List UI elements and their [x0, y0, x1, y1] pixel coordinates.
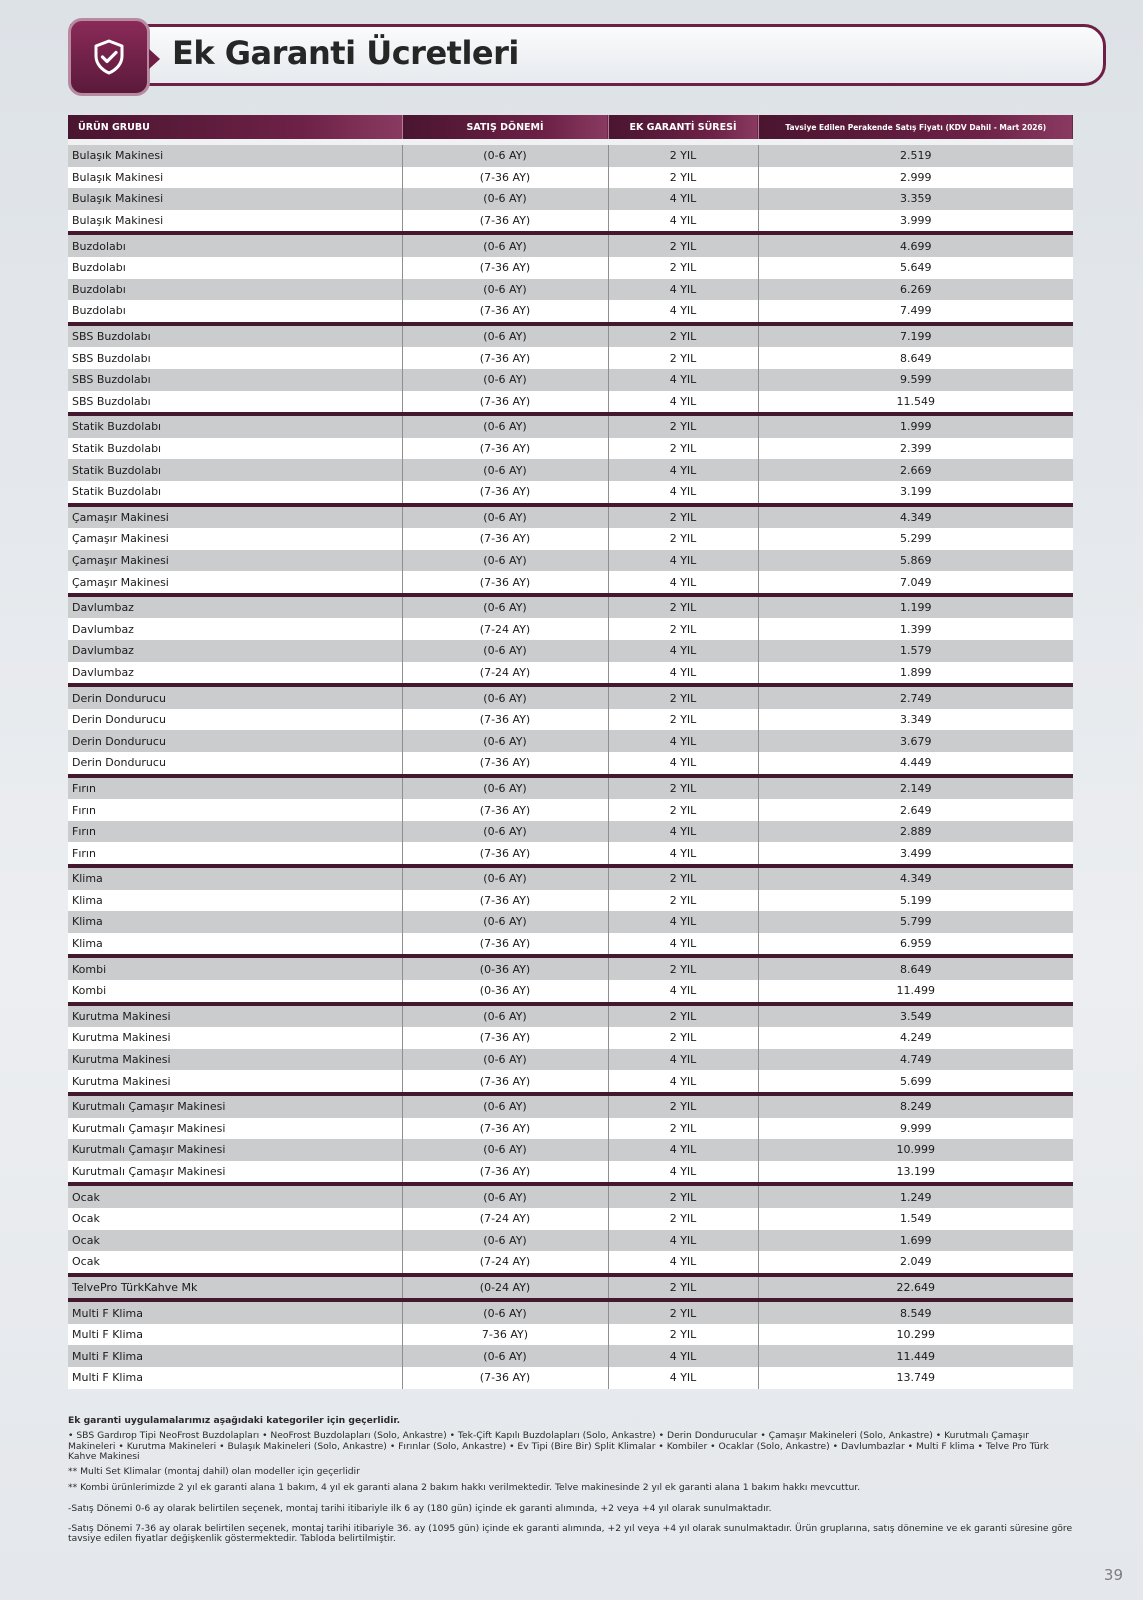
cell-product: Davlumbaz — [68, 595, 402, 619]
cell-sales-period: (0-6 AY) — [402, 324, 608, 348]
cell-price: 2.519 — [758, 142, 1073, 167]
table-row — [68, 528, 1073, 550]
cell-product: Kurutmalı Çamaşır Makinesi — [68, 1161, 402, 1185]
cell-warranty-duration: 4 YIL — [608, 911, 758, 933]
table-row — [68, 1275, 1073, 1301]
cell-sales-period: (0-6 AY) — [402, 1300, 608, 1324]
cell-sales-period: (0-6 AY) — [402, 233, 608, 257]
cell-price: 3.349 — [758, 709, 1073, 731]
cell-product: Davlumbaz — [68, 618, 402, 640]
cell-sales-period: (0-6 AY) — [402, 911, 608, 933]
cell-product: Buzdolabı — [68, 279, 402, 301]
cell-product: Klima — [68, 911, 402, 933]
table-row — [68, 685, 1073, 709]
cell-sales-period: (0-6 AY) — [402, 459, 608, 481]
table-row — [68, 1004, 1073, 1028]
cell-sales-period: (7-36 AY) — [402, 300, 608, 324]
cell-warranty-duration: 4 YIL — [608, 1230, 758, 1252]
cell-sales-period: (7-36 AY) — [402, 528, 608, 550]
cell-product: Buzdolabı — [68, 233, 402, 257]
footnote-period-7-36: -Satış Dönemi 7-36 ay olarak belirtilen seçenek, montaj tarihi itibariyle 36. ay (1095 gün) içinde ek garanti alımında, +2 yıl veya +4 yıl olarak sunulmaktadır. Ürün gruplarına, satış dönemine ve ek garanti süresine göre tavsiye edilen fiyatlar değişkenlik göstermektedir. Tabloda belirtilmiştir. — [68, 1523, 1073, 1545]
table-row — [68, 459, 1073, 481]
cell-price: 3.199 — [758, 481, 1073, 505]
cell-product: Çamaşır Makinesi — [68, 528, 402, 550]
table-row — [68, 980, 1073, 1004]
cell-sales-period: (7-36 AY) — [402, 347, 608, 369]
cell-price: 3.679 — [758, 730, 1073, 752]
cell-sales-period: (0-6 AY) — [402, 685, 608, 709]
cell-warranty-duration: 2 YIL — [608, 324, 758, 348]
cell-warranty-duration: 4 YIL — [608, 481, 758, 505]
cell-warranty-duration: 2 YIL — [608, 414, 758, 438]
cell-sales-period: (7-36 AY) — [402, 481, 608, 505]
cell-sales-period: (0-6 AY) — [402, 188, 608, 210]
cell-warranty-duration: 2 YIL — [608, 618, 758, 640]
cell-product: Derin Dondurucu — [68, 752, 402, 776]
cell-product: Çamaşır Makinesi — [68, 550, 402, 572]
page-title: Ek Garanti Ücretleri — [172, 34, 519, 72]
cell-sales-period: (7-36 AY) — [402, 933, 608, 957]
table-row — [68, 210, 1073, 234]
cell-warranty-duration: 2 YIL — [608, 1208, 758, 1230]
cell-product: Kurutma Makinesi — [68, 1070, 402, 1094]
cell-warranty-duration: 2 YIL — [608, 890, 758, 912]
cell-product: Statik Buzdolabı — [68, 414, 402, 438]
table-row — [68, 391, 1073, 415]
cell-product: Statik Buzdolabı — [68, 481, 402, 505]
cell-product: Bulaşık Makinesi — [68, 188, 402, 210]
cell-product: Bulaşık Makinesi — [68, 142, 402, 167]
cell-price: 5.869 — [758, 550, 1073, 572]
footnote-heading: Ek garanti uygulamalarımız aşağıdaki kategoriler için geçerlidir. — [68, 1415, 401, 1426]
cell-warranty-duration: 2 YIL — [608, 709, 758, 731]
cell-sales-period: (7-36 AY) — [402, 1161, 608, 1185]
cell-sales-period: (0-6 AY) — [402, 1094, 608, 1118]
cell-price: 3.359 — [758, 188, 1073, 210]
cell-product: Çamaşır Makinesi — [68, 505, 402, 529]
footnote-categories: • SBS Gardırop Tipi NeoFrost Buzdolapları • NeoFrost Buzdolapları (Solo, Ankastre) • Tek-Çift Kapılı Buzdolapları (Solo, Ankastre) • Derin Dondurucular • Çamaşır Makineleri (Solo, Ankastre) • Kurutmalı Çamaşır Makineleri • Kurutma Makineleri • Bulaşık Makineleri (Solo, Ankastre) • Fırınlar (Solo, Ankastre) • Ev Tipi (Bire Bir) Split Klimalar • Kombiler • Ocaklar (Solo, Ankastre) • Davlumbazlar • Multi F klima • Telve Pro Türk Kahve Makinesi — [68, 1430, 1049, 1462]
cell-product: Fırın — [68, 776, 402, 800]
table-row — [68, 890, 1073, 912]
cell-price: 9.599 — [758, 369, 1073, 391]
cell-product: Multi F Klima — [68, 1345, 402, 1367]
cell-price: 2.999 — [758, 167, 1073, 189]
cell-warranty-duration: 4 YIL — [608, 662, 758, 686]
cell-price: 6.269 — [758, 279, 1073, 301]
cell-warranty-duration: 2 YIL — [608, 1300, 758, 1324]
cell-sales-period: (7-36 AY) — [402, 709, 608, 731]
cell-warranty-duration: 2 YIL — [608, 1094, 758, 1118]
cell-product: SBS Buzdolabı — [68, 347, 402, 369]
table-row — [68, 1139, 1073, 1161]
table-row — [68, 188, 1073, 210]
cell-warranty-duration: 2 YIL — [608, 1275, 758, 1301]
cell-warranty-duration: 4 YIL — [608, 980, 758, 1004]
table-row — [68, 618, 1073, 640]
cell-sales-period: (7-36 AY) — [402, 890, 608, 912]
table-row — [68, 866, 1073, 890]
cell-price: 2.669 — [758, 459, 1073, 481]
table-row — [68, 1094, 1073, 1118]
table-row — [68, 1184, 1073, 1208]
cell-product: Statik Buzdolabı — [68, 438, 402, 460]
cell-product: Statik Buzdolabı — [68, 459, 402, 481]
cell-warranty-duration: 4 YIL — [608, 640, 758, 662]
cell-warranty-duration: 2 YIL — [608, 1184, 758, 1208]
cell-warranty-duration: 2 YIL — [608, 1004, 758, 1028]
cell-price: 7.199 — [758, 324, 1073, 348]
cell-price: 1.699 — [758, 1230, 1073, 1252]
cell-sales-period: (0-6 AY) — [402, 776, 608, 800]
cell-price: 11.499 — [758, 980, 1073, 1004]
cell-sales-period: (7-36 AY) — [402, 257, 608, 279]
cell-product: SBS Buzdolabı — [68, 324, 402, 348]
cell-sales-period: (0-6 AY) — [402, 821, 608, 843]
table-row — [68, 369, 1073, 391]
table-row — [68, 324, 1073, 348]
table-row — [68, 142, 1073, 167]
cell-sales-period: (0-6 AY) — [402, 1004, 608, 1028]
cell-sales-period: (7-36 AY) — [402, 167, 608, 189]
cell-warranty-duration: 4 YIL — [608, 571, 758, 595]
table-row — [68, 1161, 1073, 1185]
cell-product: Ocak — [68, 1184, 402, 1208]
column-header-period: SATIŞ DÖNEMİ — [402, 115, 608, 142]
cell-warranty-duration: 2 YIL — [608, 438, 758, 460]
cell-warranty-duration: 4 YIL — [608, 933, 758, 957]
table-row — [68, 1324, 1073, 1346]
footnote-period-0-6: -Satış Dönemi 0-6 ay olarak belirtilen seçenek, montaj tarihi itibariyle ilk 6 ay (180 gün) içinde ek garanti alımında, +2 veya +4 yıl olarak sunulmaktadır. — [68, 1502, 772, 1514]
cell-sales-period: (7-36 AY) — [402, 1027, 608, 1049]
table-row — [68, 956, 1073, 980]
cell-warranty-duration: 4 YIL — [608, 1161, 758, 1185]
cell-warranty-duration: 2 YIL — [608, 505, 758, 529]
table-header-row — [68, 115, 1073, 142]
cell-warranty-duration: 4 YIL — [608, 369, 758, 391]
cell-price: 11.549 — [758, 391, 1073, 415]
cell-sales-period: (7-24 AY) — [402, 662, 608, 686]
cell-sales-period: (0-6 AY) — [402, 1230, 608, 1252]
cell-price: 3.999 — [758, 210, 1073, 234]
cell-warranty-duration: 4 YIL — [608, 391, 758, 415]
cell-price: 8.549 — [758, 1300, 1073, 1324]
footnotes — [68, 1416, 1078, 1552]
column-header-duration: EK GARANTİ SÜRESİ — [608, 115, 758, 142]
cell-product: Derin Dondurucu — [68, 685, 402, 709]
cell-sales-period: (0-6 AY) — [402, 1184, 608, 1208]
table-row — [68, 257, 1073, 279]
cell-warranty-duration: 4 YIL — [608, 300, 758, 324]
cell-price: 10.299 — [758, 1324, 1073, 1346]
cell-price: 8.249 — [758, 1094, 1073, 1118]
cell-price: 9.999 — [758, 1118, 1073, 1140]
cell-sales-period: (0-6 AY) — [402, 730, 608, 752]
cell-price: 2.889 — [758, 821, 1073, 843]
cell-price: 1.249 — [758, 1184, 1073, 1208]
cell-product: Klima — [68, 890, 402, 912]
cell-warranty-duration: 2 YIL — [608, 595, 758, 619]
cell-sales-period: (0-6 AY) — [402, 1049, 608, 1071]
cell-product: Ocak — [68, 1230, 402, 1252]
cell-warranty-duration: 2 YIL — [608, 956, 758, 980]
cell-product: SBS Buzdolabı — [68, 369, 402, 391]
table-row — [68, 933, 1073, 957]
cell-price: 2.749 — [758, 685, 1073, 709]
table-row — [68, 842, 1073, 866]
cell-price: 3.549 — [758, 1004, 1073, 1028]
cell-product: Davlumbaz — [68, 662, 402, 686]
cell-warranty-duration: 4 YIL — [608, 821, 758, 843]
cell-product: Multi F Klima — [68, 1300, 402, 1324]
cell-warranty-duration: 2 YIL — [608, 1118, 758, 1140]
cell-product: Derin Dondurucu — [68, 709, 402, 731]
table-row — [68, 1208, 1073, 1230]
table-row — [68, 438, 1073, 460]
cell-price: 1.199 — [758, 595, 1073, 619]
table-row — [68, 799, 1073, 821]
cell-sales-period: (7-36 AY) — [402, 752, 608, 776]
cell-sales-period: (0-6 AY) — [402, 414, 608, 438]
cell-price: 1.399 — [758, 618, 1073, 640]
table-row — [68, 279, 1073, 301]
cell-sales-period: 7-36 AY) — [402, 1324, 608, 1346]
cell-product: Kurutmalı Çamaşır Makinesi — [68, 1094, 402, 1118]
cell-sales-period: (7-36 AY) — [402, 799, 608, 821]
cell-product: Çamaşır Makinesi — [68, 571, 402, 595]
cell-price: 4.699 — [758, 233, 1073, 257]
cell-warranty-duration: 2 YIL — [608, 1027, 758, 1049]
cell-sales-period: (0-6 AY) — [402, 505, 608, 529]
cell-warranty-duration: 4 YIL — [608, 1345, 758, 1367]
table-row — [68, 1300, 1073, 1324]
cell-sales-period: (0-36 AY) — [402, 980, 608, 1004]
table-row — [68, 1049, 1073, 1071]
cell-warranty-duration: 4 YIL — [608, 279, 758, 301]
cell-price: 1.999 — [758, 414, 1073, 438]
cell-product: Kurutmalı Çamaşır Makinesi — [68, 1118, 402, 1140]
table-row — [68, 730, 1073, 752]
cell-sales-period: (0-6 AY) — [402, 279, 608, 301]
cell-warranty-duration: 2 YIL — [608, 799, 758, 821]
cell-warranty-duration: 2 YIL — [608, 685, 758, 709]
cell-price: 2.049 — [758, 1251, 1073, 1275]
cell-sales-period: (7-24 AY) — [402, 618, 608, 640]
cell-price: 22.649 — [758, 1275, 1073, 1301]
cell-price: 4.249 — [758, 1027, 1073, 1049]
column-header-product: ÜRÜN GRUBU — [68, 115, 402, 142]
cell-product: Derin Dondurucu — [68, 730, 402, 752]
cell-price: 2.649 — [758, 799, 1073, 821]
table-row — [68, 1070, 1073, 1094]
cell-sales-period: (7-36 AY) — [402, 1367, 608, 1389]
cell-product: Kurutma Makinesi — [68, 1049, 402, 1071]
cell-price: 5.799 — [758, 911, 1073, 933]
table-row — [68, 1027, 1073, 1049]
cell-price: 4.349 — [758, 505, 1073, 529]
cell-warranty-duration: 4 YIL — [608, 730, 758, 752]
cell-warranty-duration: 4 YIL — [608, 1139, 758, 1161]
cell-price: 7.499 — [758, 300, 1073, 324]
cell-price: 8.649 — [758, 956, 1073, 980]
cell-warranty-duration: 2 YIL — [608, 776, 758, 800]
cell-warranty-duration: 4 YIL — [608, 459, 758, 481]
cell-price: 5.299 — [758, 528, 1073, 550]
cell-sales-period: (0-6 AY) — [402, 640, 608, 662]
table-row — [68, 662, 1073, 686]
cell-price: 1.579 — [758, 640, 1073, 662]
cell-sales-period: (0-36 AY) — [402, 956, 608, 980]
table-row — [68, 414, 1073, 438]
cell-price: 5.699 — [758, 1070, 1073, 1094]
cell-product: Multi F Klima — [68, 1367, 402, 1389]
cell-sales-period: (7-36 AY) — [402, 210, 608, 234]
cell-product: Kurutma Makinesi — [68, 1004, 402, 1028]
cell-warranty-duration: 4 YIL — [608, 1251, 758, 1275]
cell-price: 11.449 — [758, 1345, 1073, 1367]
cell-product: Kombi — [68, 980, 402, 1004]
cell-sales-period: (0-6 AY) — [402, 550, 608, 572]
cell-product: Buzdolabı — [68, 300, 402, 324]
cell-sales-period: (0-6 AY) — [402, 1139, 608, 1161]
cell-sales-period: (0-6 AY) — [402, 595, 608, 619]
cell-sales-period: (0-6 AY) — [402, 142, 608, 167]
cell-product: SBS Buzdolabı — [68, 391, 402, 415]
cell-product: Bulaşık Makinesi — [68, 167, 402, 189]
table-row — [68, 347, 1073, 369]
cell-warranty-duration: 2 YIL — [608, 257, 758, 279]
cell-warranty-duration: 2 YIL — [608, 866, 758, 890]
table-row — [68, 1367, 1073, 1389]
table-row — [68, 167, 1073, 189]
cell-product: Multi F Klima — [68, 1324, 402, 1346]
cell-product: Ocak — [68, 1208, 402, 1230]
table-body — [68, 142, 1073, 1389]
cell-product: Bulaşık Makinesi — [68, 210, 402, 234]
cell-warranty-duration: 2 YIL — [608, 142, 758, 167]
table-row — [68, 1251, 1073, 1275]
cell-warranty-duration: 4 YIL — [608, 1070, 758, 1094]
cell-warranty-duration: 4 YIL — [608, 1367, 758, 1389]
table-row — [68, 300, 1073, 324]
table-row — [68, 1345, 1073, 1367]
cell-price: 13.199 — [758, 1161, 1073, 1185]
cell-product: Fırın — [68, 842, 402, 866]
cell-price: 4.749 — [758, 1049, 1073, 1071]
cell-warranty-duration: 2 YIL — [608, 167, 758, 189]
footnote-kombi: ** Kombi ürünlerimizde 2 yıl ek garanti alana 1 bakım, 4 yıl ek garanti alana 2 bakım hakkı verilmektedir. Telve makinesinde 2 yıl ek garanti alana 1 bakım hakkı mevcuttur. — [68, 1482, 861, 1494]
cell-sales-period: (7-36 AY) — [402, 571, 608, 595]
cell-sales-period: (7-36 AY) — [402, 842, 608, 866]
header-banner — [70, 20, 1106, 92]
cell-warranty-duration: 4 YIL — [608, 1049, 758, 1071]
cell-sales-period: (7-36 AY) — [402, 438, 608, 460]
table-row — [68, 571, 1073, 595]
shield-check-icon — [89, 37, 129, 77]
cell-price: 4.449 — [758, 752, 1073, 776]
page-number: 39 — [1103, 1566, 1123, 1584]
cell-sales-period: (7-36 AY) — [402, 391, 608, 415]
cell-warranty-duration: 2 YIL — [608, 347, 758, 369]
cell-sales-period: (7-24 AY) — [402, 1251, 608, 1275]
cell-product: Klima — [68, 866, 402, 890]
cell-price: 6.959 — [758, 933, 1073, 957]
table-row — [68, 481, 1073, 505]
table-row — [68, 505, 1073, 529]
table-row — [68, 595, 1073, 619]
table-row — [68, 752, 1073, 776]
cell-product: Fırın — [68, 799, 402, 821]
shield-badge — [68, 18, 150, 96]
cell-price: 2.399 — [758, 438, 1073, 460]
footnote-multi-set: ** Multi Set Klimalar (montaj dahil) olan modeller için geçerlidir — [68, 1466, 360, 1478]
cell-warranty-duration: 2 YIL — [608, 1324, 758, 1346]
cell-product: Kurutma Makinesi — [68, 1027, 402, 1049]
cell-warranty-duration: 4 YIL — [608, 842, 758, 866]
cell-sales-period: (7-36 AY) — [402, 1070, 608, 1094]
table-row — [68, 1230, 1073, 1252]
cell-product: Kombi — [68, 956, 402, 980]
cell-price: 5.649 — [758, 257, 1073, 279]
cell-warranty-duration: 4 YIL — [608, 752, 758, 776]
cell-price: 8.649 — [758, 347, 1073, 369]
table-row — [68, 550, 1073, 572]
cell-product: Kurutmalı Çamaşır Makinesi — [68, 1139, 402, 1161]
cell-price: 4.349 — [758, 866, 1073, 890]
table-row — [68, 821, 1073, 843]
table-row — [68, 709, 1073, 731]
cell-price: 10.999 — [758, 1139, 1073, 1161]
cell-product: Fırın — [68, 821, 402, 843]
cell-warranty-duration: 4 YIL — [608, 210, 758, 234]
cell-product: Buzdolabı — [68, 257, 402, 279]
cell-warranty-duration: 2 YIL — [608, 233, 758, 257]
cell-product: Klima — [68, 933, 402, 957]
cell-price: 7.049 — [758, 571, 1073, 595]
table-row — [68, 776, 1073, 800]
cell-price: 1.899 — [758, 662, 1073, 686]
cell-warranty-duration: 2 YIL — [608, 528, 758, 550]
cell-price: 1.549 — [758, 1208, 1073, 1230]
table-row — [68, 233, 1073, 257]
cell-price: 13.749 — [758, 1367, 1073, 1389]
cell-product: TelvePro TürkKahve Mk — [68, 1275, 402, 1301]
column-header-price: Tavsiye Edilen Perakende Satış Fiyatı (KDV Dahil - Mart 2026) — [758, 115, 1073, 142]
cell-sales-period: (7-24 AY) — [402, 1208, 608, 1230]
cell-sales-period: (0-6 AY) — [402, 866, 608, 890]
cell-price: 2.149 — [758, 776, 1073, 800]
cell-price: 5.199 — [758, 890, 1073, 912]
table-row — [68, 1118, 1073, 1140]
cell-price: 3.499 — [758, 842, 1073, 866]
table-row — [68, 640, 1073, 662]
price-table — [68, 115, 1073, 1389]
cell-sales-period: (0-6 AY) — [402, 1345, 608, 1367]
cell-sales-period: (7-36 AY) — [402, 1118, 608, 1140]
cell-sales-period: (0-24 AY) — [402, 1275, 608, 1301]
cell-product: Davlumbaz — [68, 640, 402, 662]
cell-product: Ocak — [68, 1251, 402, 1275]
cell-warranty-duration: 4 YIL — [608, 550, 758, 572]
cell-sales-period: (0-6 AY) — [402, 369, 608, 391]
cell-warranty-duration: 4 YIL — [608, 188, 758, 210]
table-row — [68, 911, 1073, 933]
